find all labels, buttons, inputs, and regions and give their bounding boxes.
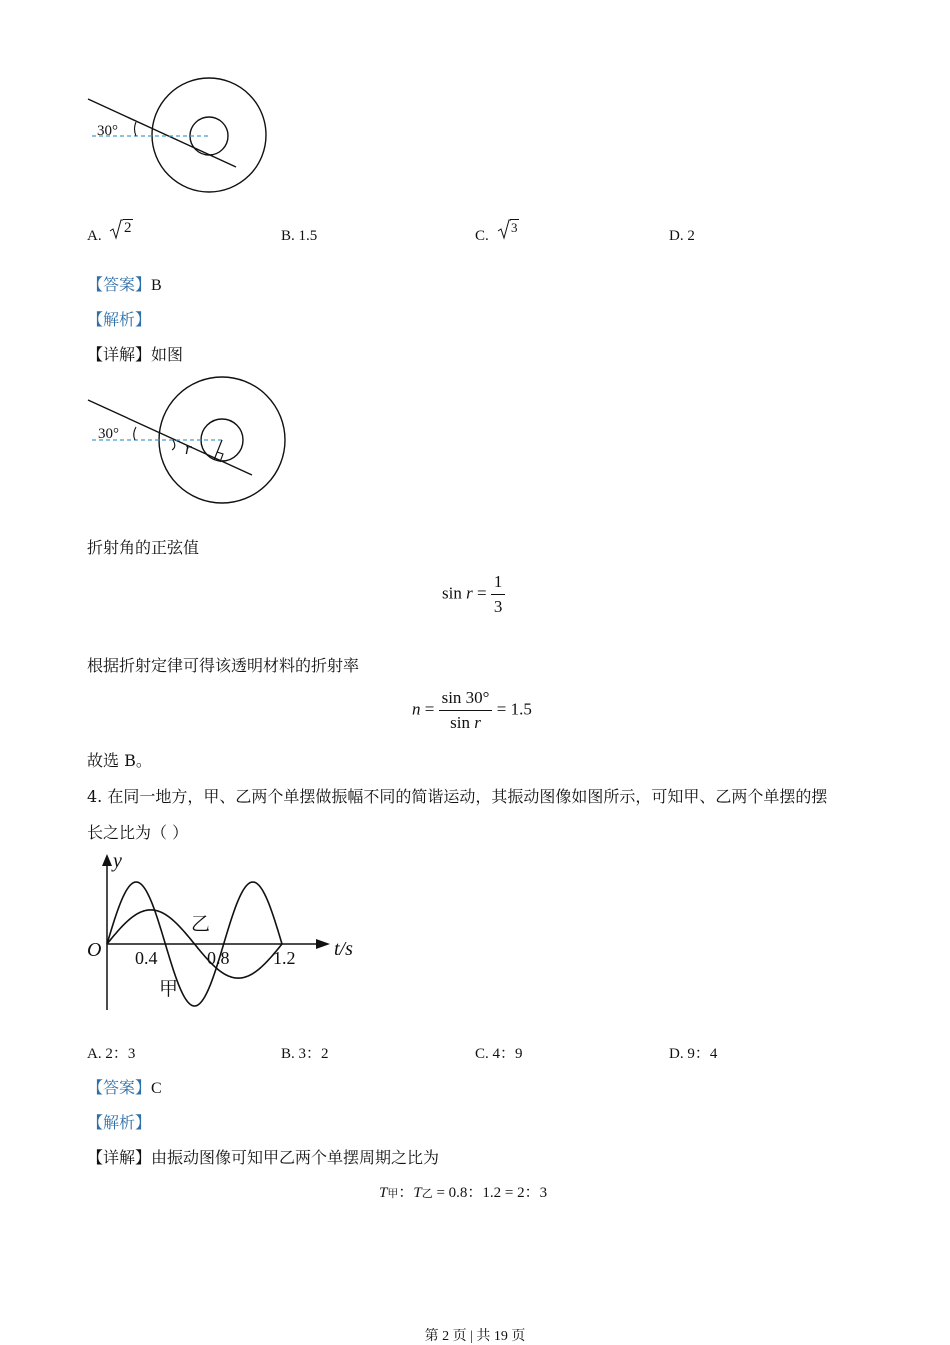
fraction-one-third: $\frac{1}{3}$ [491,572,506,617]
refractive-index-equation: n = $\frac{\sin 30^\circ}{\text{sin r}}$ = 1.5 [412,688,532,732]
x-tick-0-8: 0.8 [207,948,230,968]
radius-line [214,440,222,460]
x-axis-arrow-icon [316,939,330,949]
oscillation-chart [80,848,370,1016]
q4-option-b: B. 3：2 [281,1046,329,1062]
q4-answer: 【答案】C [87,1078,162,1097]
period-ratio-equation: T甲：T乙 = 0.8：1.2 = 2：3 [379,1185,548,1201]
angle-arc [134,427,136,440]
refraction-angle-label: r [185,439,192,458]
inner-circle [190,117,228,155]
sine-equation: sin r = $\frac{1}{3}$ [442,572,505,617]
q3-conclusion: 故选 B。 [87,751,152,770]
q3-answer: 【答案】B [87,275,162,294]
figure-1-refraction [80,70,280,205]
outer-circle [152,78,266,192]
q3-analysis-tag: 【解析】 [87,310,152,329]
angle-label: 30° [97,123,118,139]
sine-description: 折射角的正弦值 [87,538,200,557]
page-footer: 第 2 页 | 共 19 页 [424,1329,526,1344]
q3-detail: 【详解】如图 [87,345,184,364]
q4-option-c: C. 4：9 [475,1046,523,1062]
q4-stem-line2: 长之比为（ ） [87,823,189,842]
option-c: C. 3 [475,220,518,244]
q4-option-d: D. 9：4 [669,1046,718,1062]
q4-analysis-tag: 【解析】 [87,1113,152,1132]
law-description: 根据折射定律可得该透明材料的折射率 [87,656,360,675]
q4-stem-line1: 4. 在同一地方，甲、乙两个单摆做振幅不同的简谐运动，其振动图像如图所示，可知甲、乙两个单摆的摆 [87,787,828,806]
figure-2-refraction-detail [80,372,300,512]
sqrt-sign-icon [109,218,123,240]
angle-label: 30° [98,426,119,442]
y-axis-label: y [113,850,122,872]
y-axis-arrow-icon [102,854,112,866]
option-d: D. 2 [669,228,695,244]
origin-label: O [87,939,102,961]
option-b: B. 1.5 [281,228,318,244]
option-a: A. 2 [87,220,132,244]
fraction-sine-ratio: $\frac{\sin 30^\circ}{\text{sin r}}$ [439,688,493,733]
refraction-angle-arc [172,440,175,450]
series-yi-label: 乙 [191,913,211,935]
q4-detail: 【详解】由振动图像可知甲乙两个单摆周期之比为 [87,1148,440,1167]
x-tick-0-4: 0.4 [135,948,158,968]
sqrt-sign-icon [497,218,511,240]
angle-arc [135,122,137,136]
series-jia-label: 甲 [159,978,179,1000]
x-tick-1-2: 1.2 [273,948,296,968]
q4-option-a: A. 2：3 [87,1046,136,1062]
x-axis-label: t/s [334,938,353,960]
